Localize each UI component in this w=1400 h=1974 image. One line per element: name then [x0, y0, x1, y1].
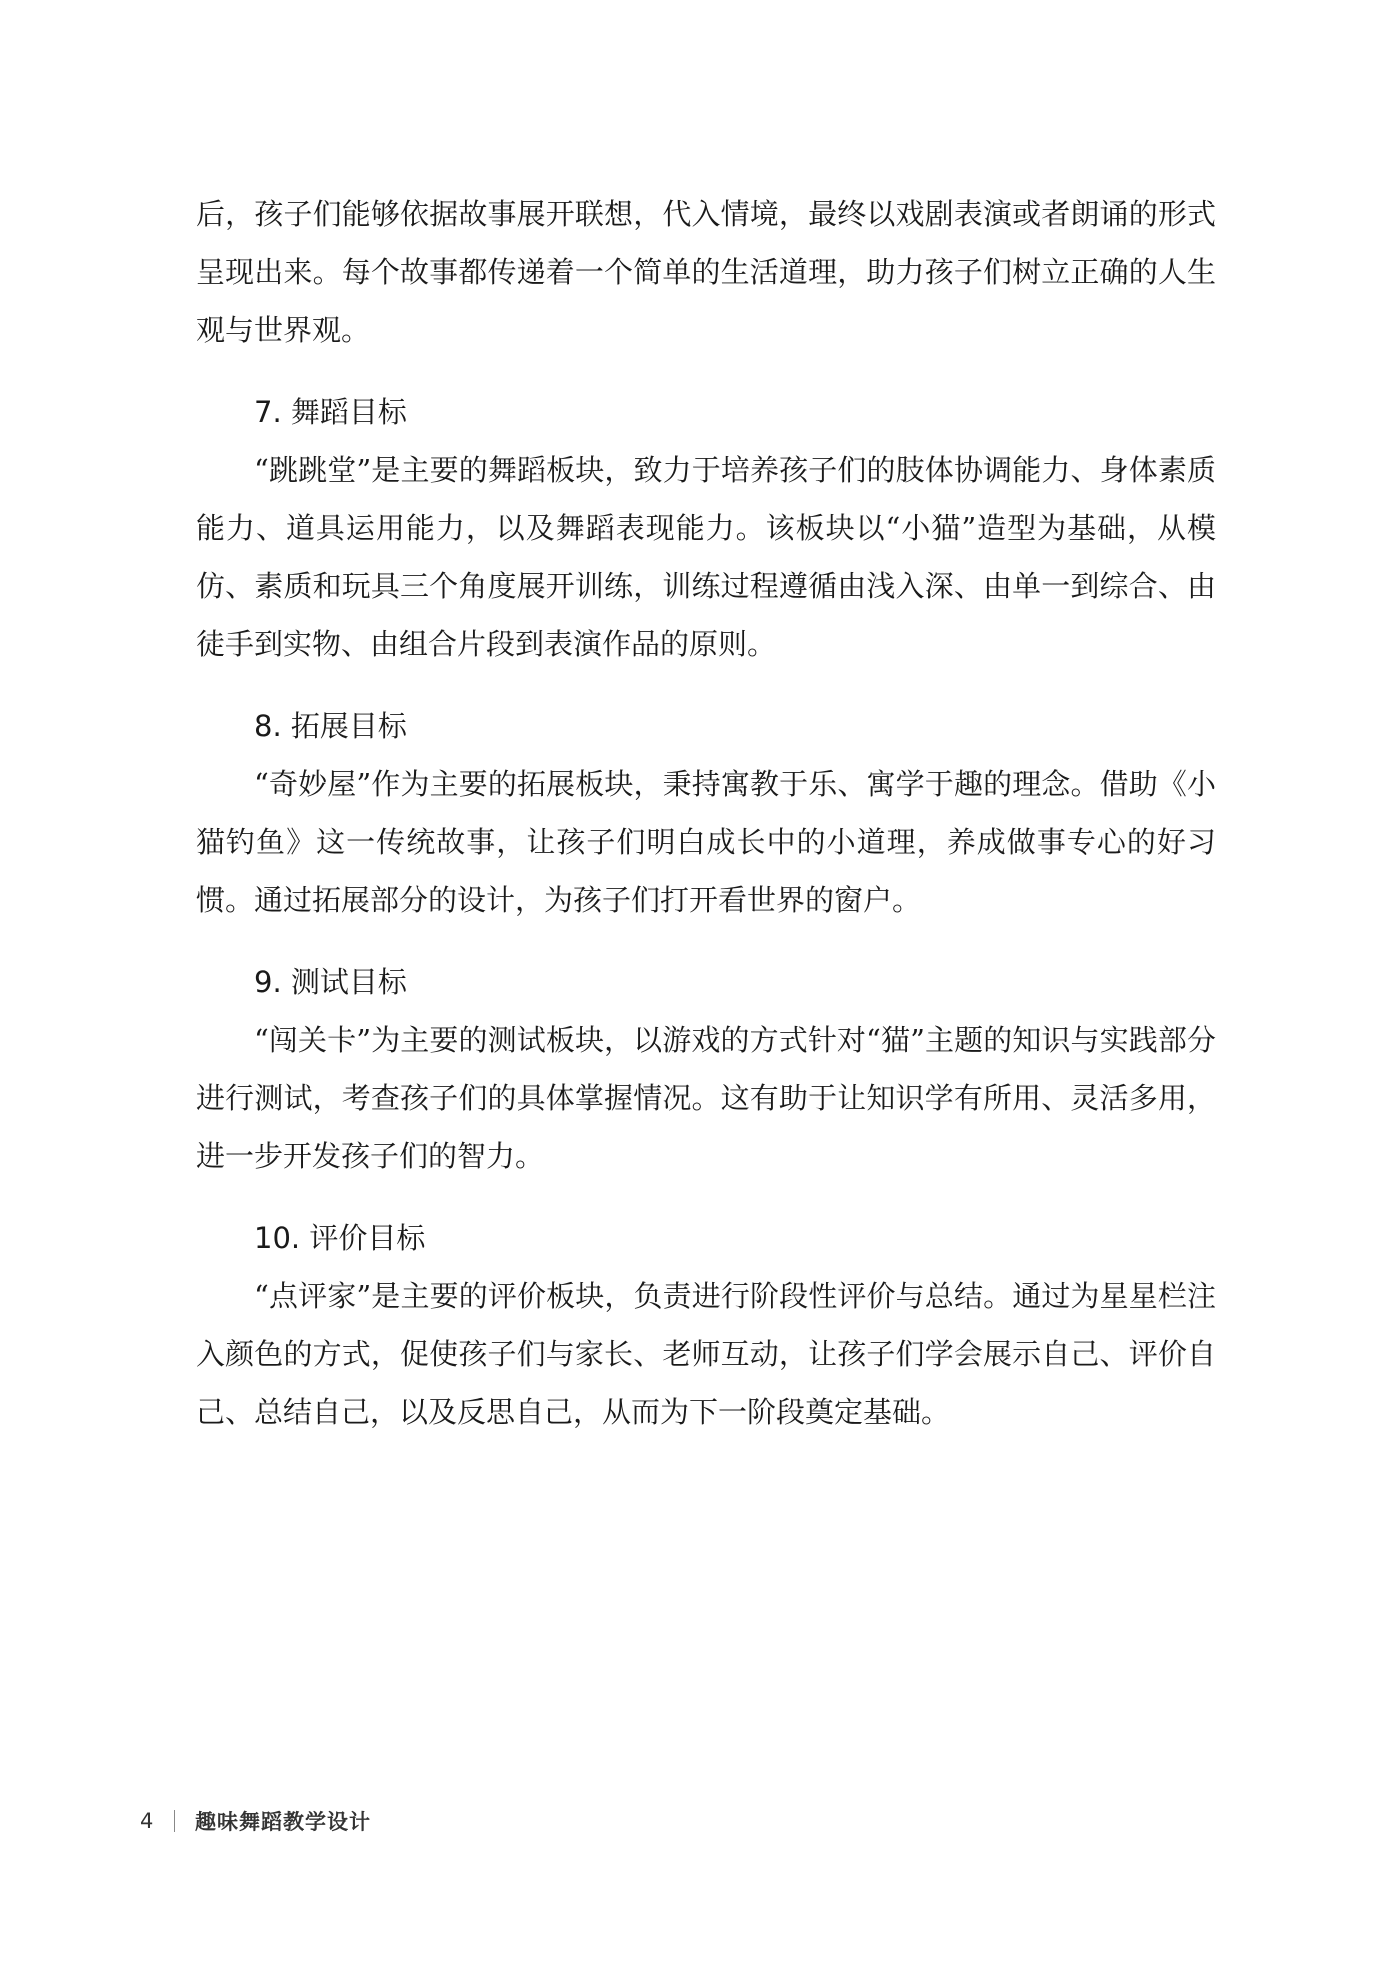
section-test-goal: [196, 953, 1216, 1185]
page-footer: [140, 1806, 371, 1836]
footer-divider: [174, 1810, 175, 1832]
section-heading: 7. 舞蹈目标: [254, 395, 407, 429]
running-title: 趣味舞蹈教学设计: [195, 1810, 371, 1834]
section-heading: 9. 测试目标: [254, 965, 407, 999]
section-paragraph: “点评家”是主要的评价板块，负责进行阶段性评价与总结。通过为星星栏注入颜色的方式，促使孩子们与家长、老师互动，让孩子们学会展示自己、评价自己、总结自己，以及反思自己，从而为下一阶段奠定基础。: [196, 1279, 1216, 1429]
section-evaluation-goal: [196, 1209, 1216, 1441]
section-paragraph: “跳跳堂”是主要的舞蹈板块，致力于培养孩子们的肢体协调能力、身体素质能力、道具运用能力，以及舞蹈表现能力。该板块以“小猫”造型为基础，从模仿、素质和玩具三个角度展开训练，训练过程遵循由浅入深、由单一到综合、由徒手到实物、由组合片段到表演作品的原则。: [196, 453, 1216, 661]
page-number: 4: [140, 1809, 154, 1833]
section-paragraph: “奇妙屋”作为主要的拓展板块，秉持寓教于乐、寓学于趣的理念。借助《小猫钓鱼》这一传统故事，让孩子们明白成长中的小道理，养成做事专心的好习惯。通过拓展部分的设计，为孩子们打开看世界的窗户。: [196, 767, 1216, 917]
intro-paragraph: 后，孩子们能够依据故事展开联想，代入情境，最终以戏剧表演或者朗诵的形式呈现出来。每个故事都传递着一个简单的生活道理，助力孩子们树立正确的人生观与世界观。: [196, 197, 1216, 347]
section-paragraph: “闯关卡”为主要的测试板块，以游戏的方式针对“猫”主题的知识与实践部分进行测试，考查孩子们的具体掌握情况。这有助于让知识学有所用、灵活多用，进一步开发孩子们的智力。: [196, 1023, 1216, 1173]
section-heading: 10. 评价目标: [254, 1221, 426, 1255]
section-heading: 8. 拓展目标: [254, 709, 407, 743]
section-extension-goal: [196, 697, 1216, 929]
section-dance-goal: [196, 383, 1216, 673]
page-content: [196, 185, 1216, 1441]
